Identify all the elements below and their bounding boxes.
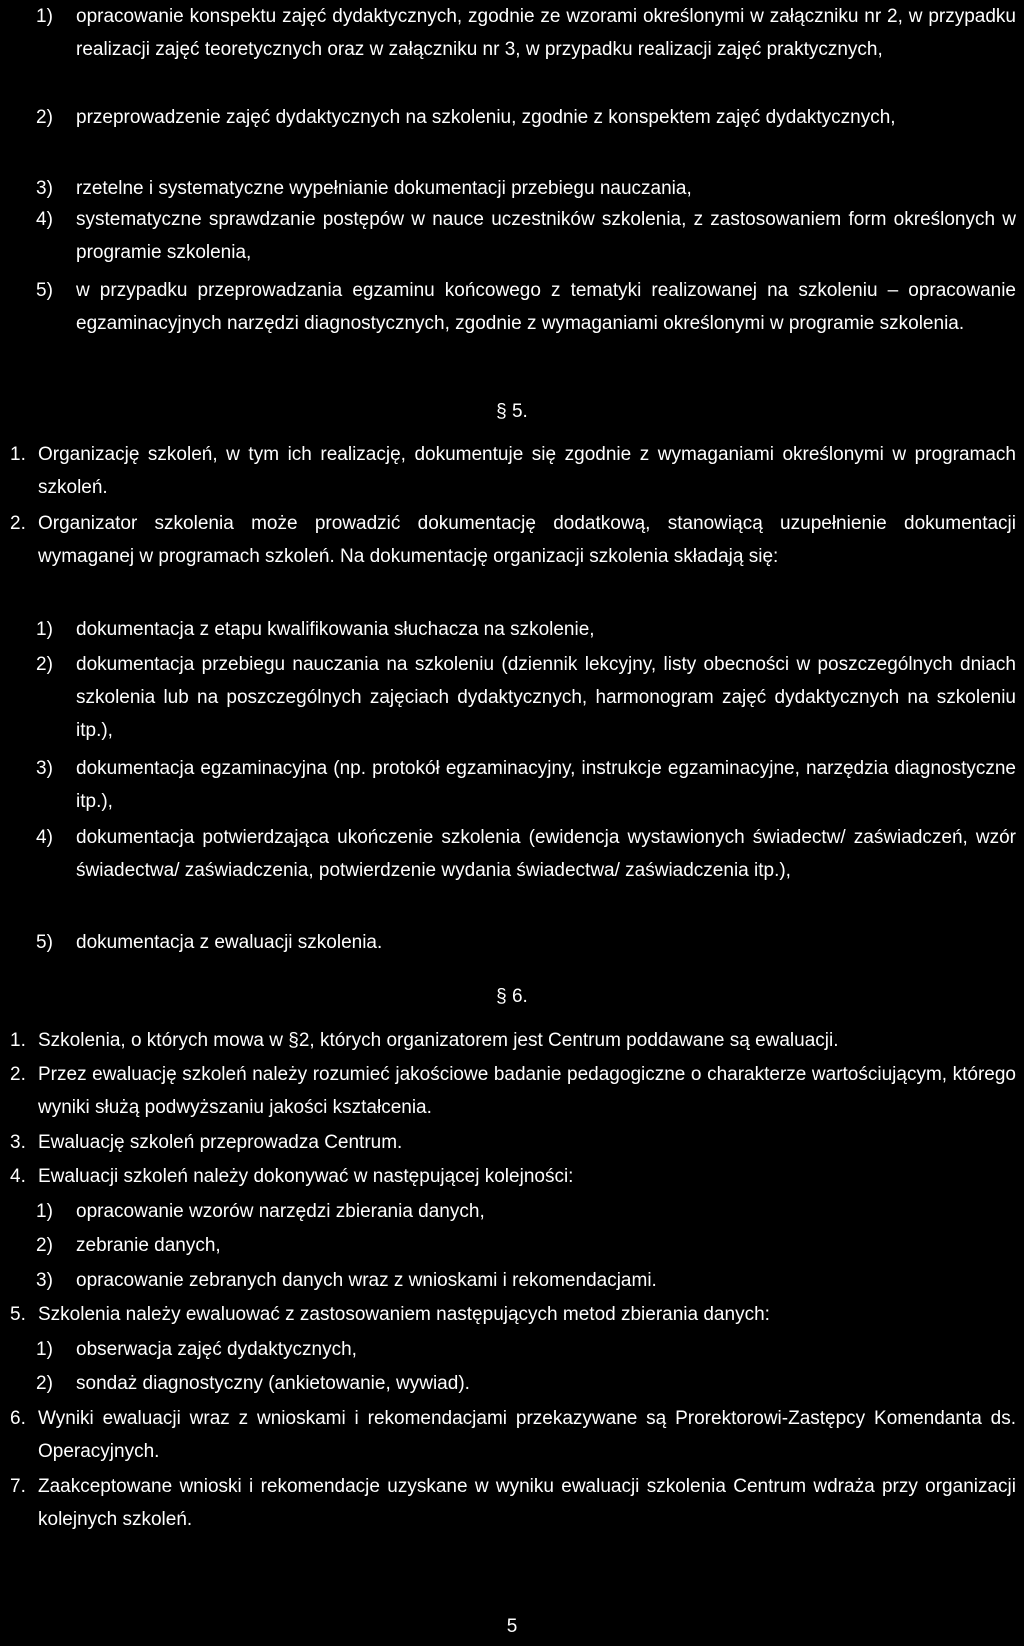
item-text: opracowanie zebranych danych wraz z wnioskami i rekomendacjami.: [76, 1270, 657, 1291]
item-text: dokumentacja egzaminacyjna (np. protokół egzaminacyjny, instrukcje egzaminacyjne, narzędzia diagnostyczne itp.),: [76, 758, 1016, 812]
section-heading: § 6.: [496, 986, 528, 1007]
item-number: 1): [36, 1339, 53, 1360]
item-number: 4): [36, 209, 53, 230]
paragraph-number: 4.: [10, 1166, 26, 1187]
item-number: 2): [36, 107, 53, 128]
item-number: 2): [36, 1235, 53, 1256]
item-text: systematyczne sprawdzanie postępów w nauce uczestników szkolenia, z zastosowaniem form określonych w programie szkolenia,: [76, 209, 1016, 263]
item-number: 1): [36, 619, 53, 640]
item-text: sondaż diagnostyczny (ankietowanie, wywiad).: [76, 1373, 470, 1394]
item-number: 5): [36, 932, 53, 953]
item-text: opracowanie konspektu zajęć dydaktycznych, zgodnie ze wzorami określonymi w załączniku nr 2, w przypadku realizacji zajęć teoretycznych oraz w załączniku nr 3, w przypadku realizacji zajęć praktycznych,: [76, 6, 1016, 60]
paragraph-text: Szkolenia, o których mowa w §2, których organizatorem jest Centrum poddawane są ewaluacji.: [38, 1030, 839, 1051]
item-text: dokumentacja z etapu kwalifikowania słuchacza na szkolenie,: [76, 619, 595, 640]
paragraph-text: Szkolenia należy ewaluować z zastosowaniem następujących metod zbierania danych:: [38, 1304, 770, 1325]
paragraph-text: Wyniki ewaluacji wraz z wnioskami i rekomendacjami przekazywane są Prorektorowi-Zastępcy Komendanta ds. Operacyjnych.: [38, 1408, 1016, 1462]
item-number: 4): [36, 827, 53, 848]
paragraph-number: 6.: [10, 1408, 26, 1429]
item-number: 3): [36, 1270, 53, 1291]
item-text: dokumentacja przebiegu nauczania na szkoleniu (dziennik lekcyjny, listy obecności w poszczególnych dniach szkolenia lub na poszczególnych zajęciach dydaktycznych, harmonogram zajęć dydaktycznych na szkoleniu itp.),: [76, 654, 1016, 741]
item-number: 1): [36, 6, 53, 27]
item-number: 1): [36, 1201, 53, 1222]
item-text: przeprowadzenie zajęć dydaktycznych na szkoleniu, zgodnie z konspektem zajęć dydaktycznych,: [76, 107, 896, 128]
item-text: opracowanie wzorów narzędzi zbierania danych,: [76, 1201, 485, 1222]
section-heading: § 5.: [496, 401, 528, 422]
paragraph-text: Zaakceptowane wnioski i rekomendacje uzyskane w wyniku ewaluacji szkolenia Centrum wdraża przy organizacji kolejnych szkoleń.: [38, 1476, 1016, 1530]
paragraph-number: 2.: [10, 1064, 26, 1085]
item-text: rzetelne i systematyczne wypełnianie dokumentacji przebiegu nauczania,: [76, 178, 692, 199]
item-text: dokumentacja z ewaluacji szkolenia.: [76, 932, 383, 953]
item-number: 2): [36, 654, 53, 675]
item-text: w przypadku przeprowadzania egzaminu końcowego z tematyki realizowanej na szkoleniu – opracowanie egzaminacyjnych narzędzi diagnostycznych, zgodnie z wymaganiami określonymi w programie szkolenia.: [76, 280, 1016, 334]
item-number: 3): [36, 758, 53, 779]
item-number: 2): [36, 1373, 53, 1394]
paragraph-number: 3.: [10, 1132, 26, 1153]
item-text: obserwacja zajęć dydaktycznych,: [76, 1339, 357, 1360]
paragraph-text: Organizację szkoleń, w tym ich realizację, dokumentuje się zgodnie z wymaganiami określonymi w programach szkoleń.: [38, 444, 1016, 498]
paragraph-number: 2.: [10, 513, 26, 534]
paragraph-text: Ewaluacji szkoleń należy dokonywać w następującej kolejności:: [38, 1166, 574, 1187]
paragraph-number: 7.: [10, 1476, 26, 1497]
item-text: dokumentacja potwierdzająca ukończenie szkolenia (ewidencja wystawionych świadectw/ zaświadczeń, wzór świadectwa/ zaświadczenia, potwierdzenie wydania świadectwa/ zaświadczenia itp.),: [76, 827, 1016, 881]
paragraph-text: Przez ewaluację szkoleń należy rozumieć jakościowe badanie pedagogiczne o charakterze wartościującym, którego wyniki służą podwyższaniu jakości kształcenia.: [38, 1064, 1016, 1118]
item-number: 3): [36, 178, 53, 199]
item-number: 5): [36, 280, 53, 301]
paragraph-number: 5.: [10, 1304, 26, 1325]
paragraph-number: 1.: [10, 1030, 26, 1051]
item-text: zebranie danych,: [76, 1235, 221, 1256]
paragraph-text: Ewaluację szkoleń przeprowadza Centrum.: [38, 1132, 403, 1153]
page-number: 5: [506, 1616, 518, 1637]
paragraph-text: Organizator szkolenia może prowadzić dokumentację dodatkową, stanowiącą uzupełnienie dokumentacji wymaganej w programach szkoleń. Na dokumentację organizacji szkolenia składają się:: [38, 513, 1016, 567]
paragraph-number: 1.: [10, 444, 26, 465]
